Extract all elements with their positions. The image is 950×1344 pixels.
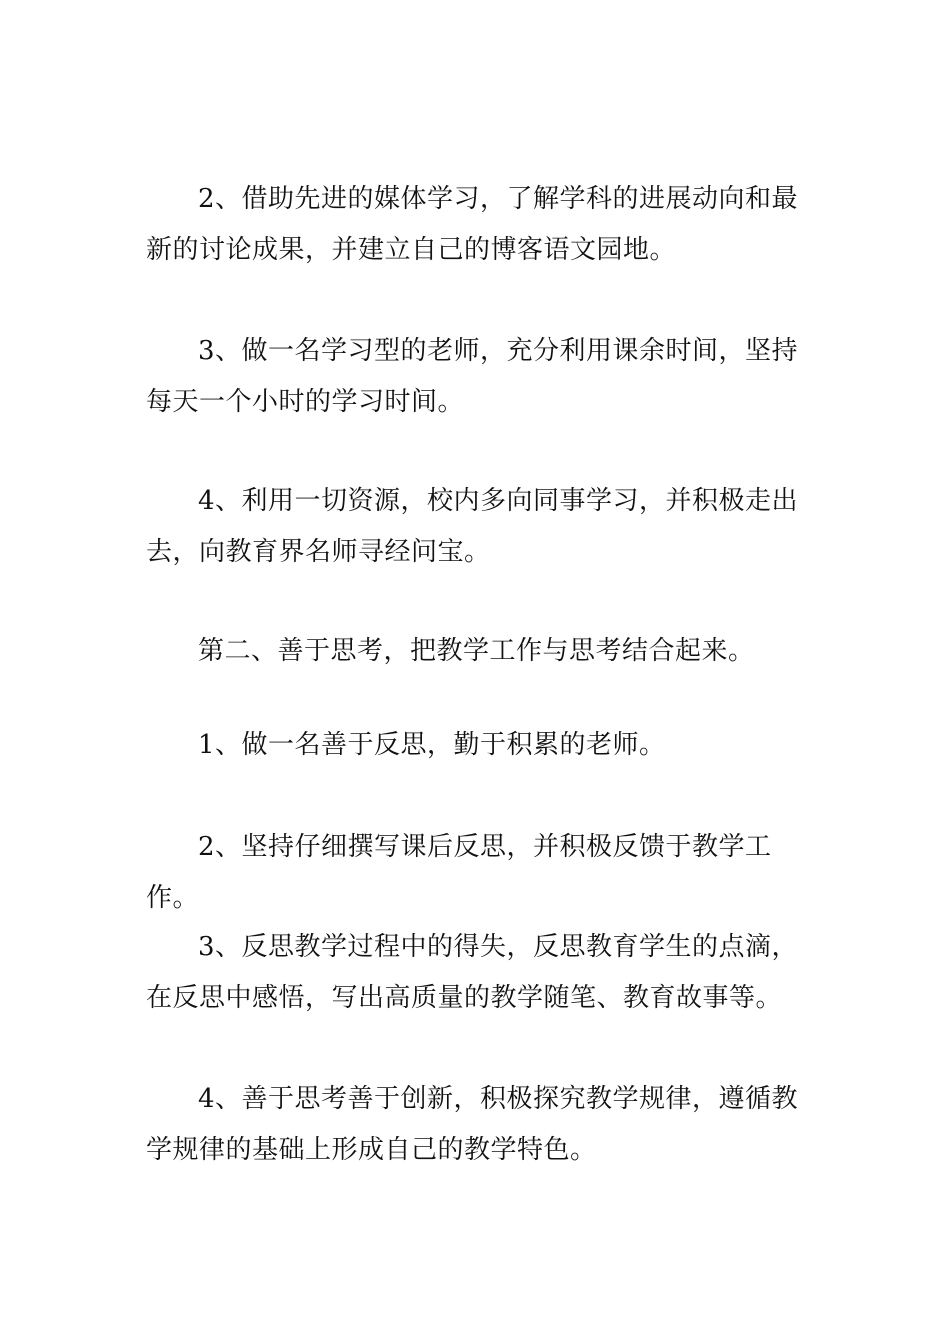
paragraph-item-1-reflective-teacher: 1、做一名善于反思，勤于积累的老师。	[198, 730, 666, 760]
paragraph-item-3-reflect-teaching-process: 3、反思教学过程中的得失，反思教育学生的点滴，在反思中感悟，写出高质量的教学随笔、教育故事等。	[146, 932, 799, 1013]
section-heading-second: 第二、善于思考，把教学工作与思考结合起来。	[198, 636, 755, 666]
paragraph-item-4-use-resources: 4、利用一切资源，校内多向同事学习，并积极走出去，向教育界名师寻经问宝。	[146, 486, 799, 567]
paragraph-item-3-learning-teacher: 3、做一名学习型的老师，充分利用课余时间，坚持每天一个小时的学习时间。	[146, 336, 799, 417]
paragraph-item-2-after-class-reflection: 2、坚持仔细撰写课后反思，并积极反馈于教学工作。	[146, 832, 772, 913]
paragraph-item-2-media-learning: 2、借助先进的媒体学习，了解学科的进展动向和最新的讨论成果，并建立自己的博客语文园地。	[146, 184, 799, 265]
paragraph-item-4-think-and-innovate: 4、善于思考善于创新，积极探究教学规律，遵循教学规律的基础上形成自己的教学特色。	[146, 1084, 799, 1165]
